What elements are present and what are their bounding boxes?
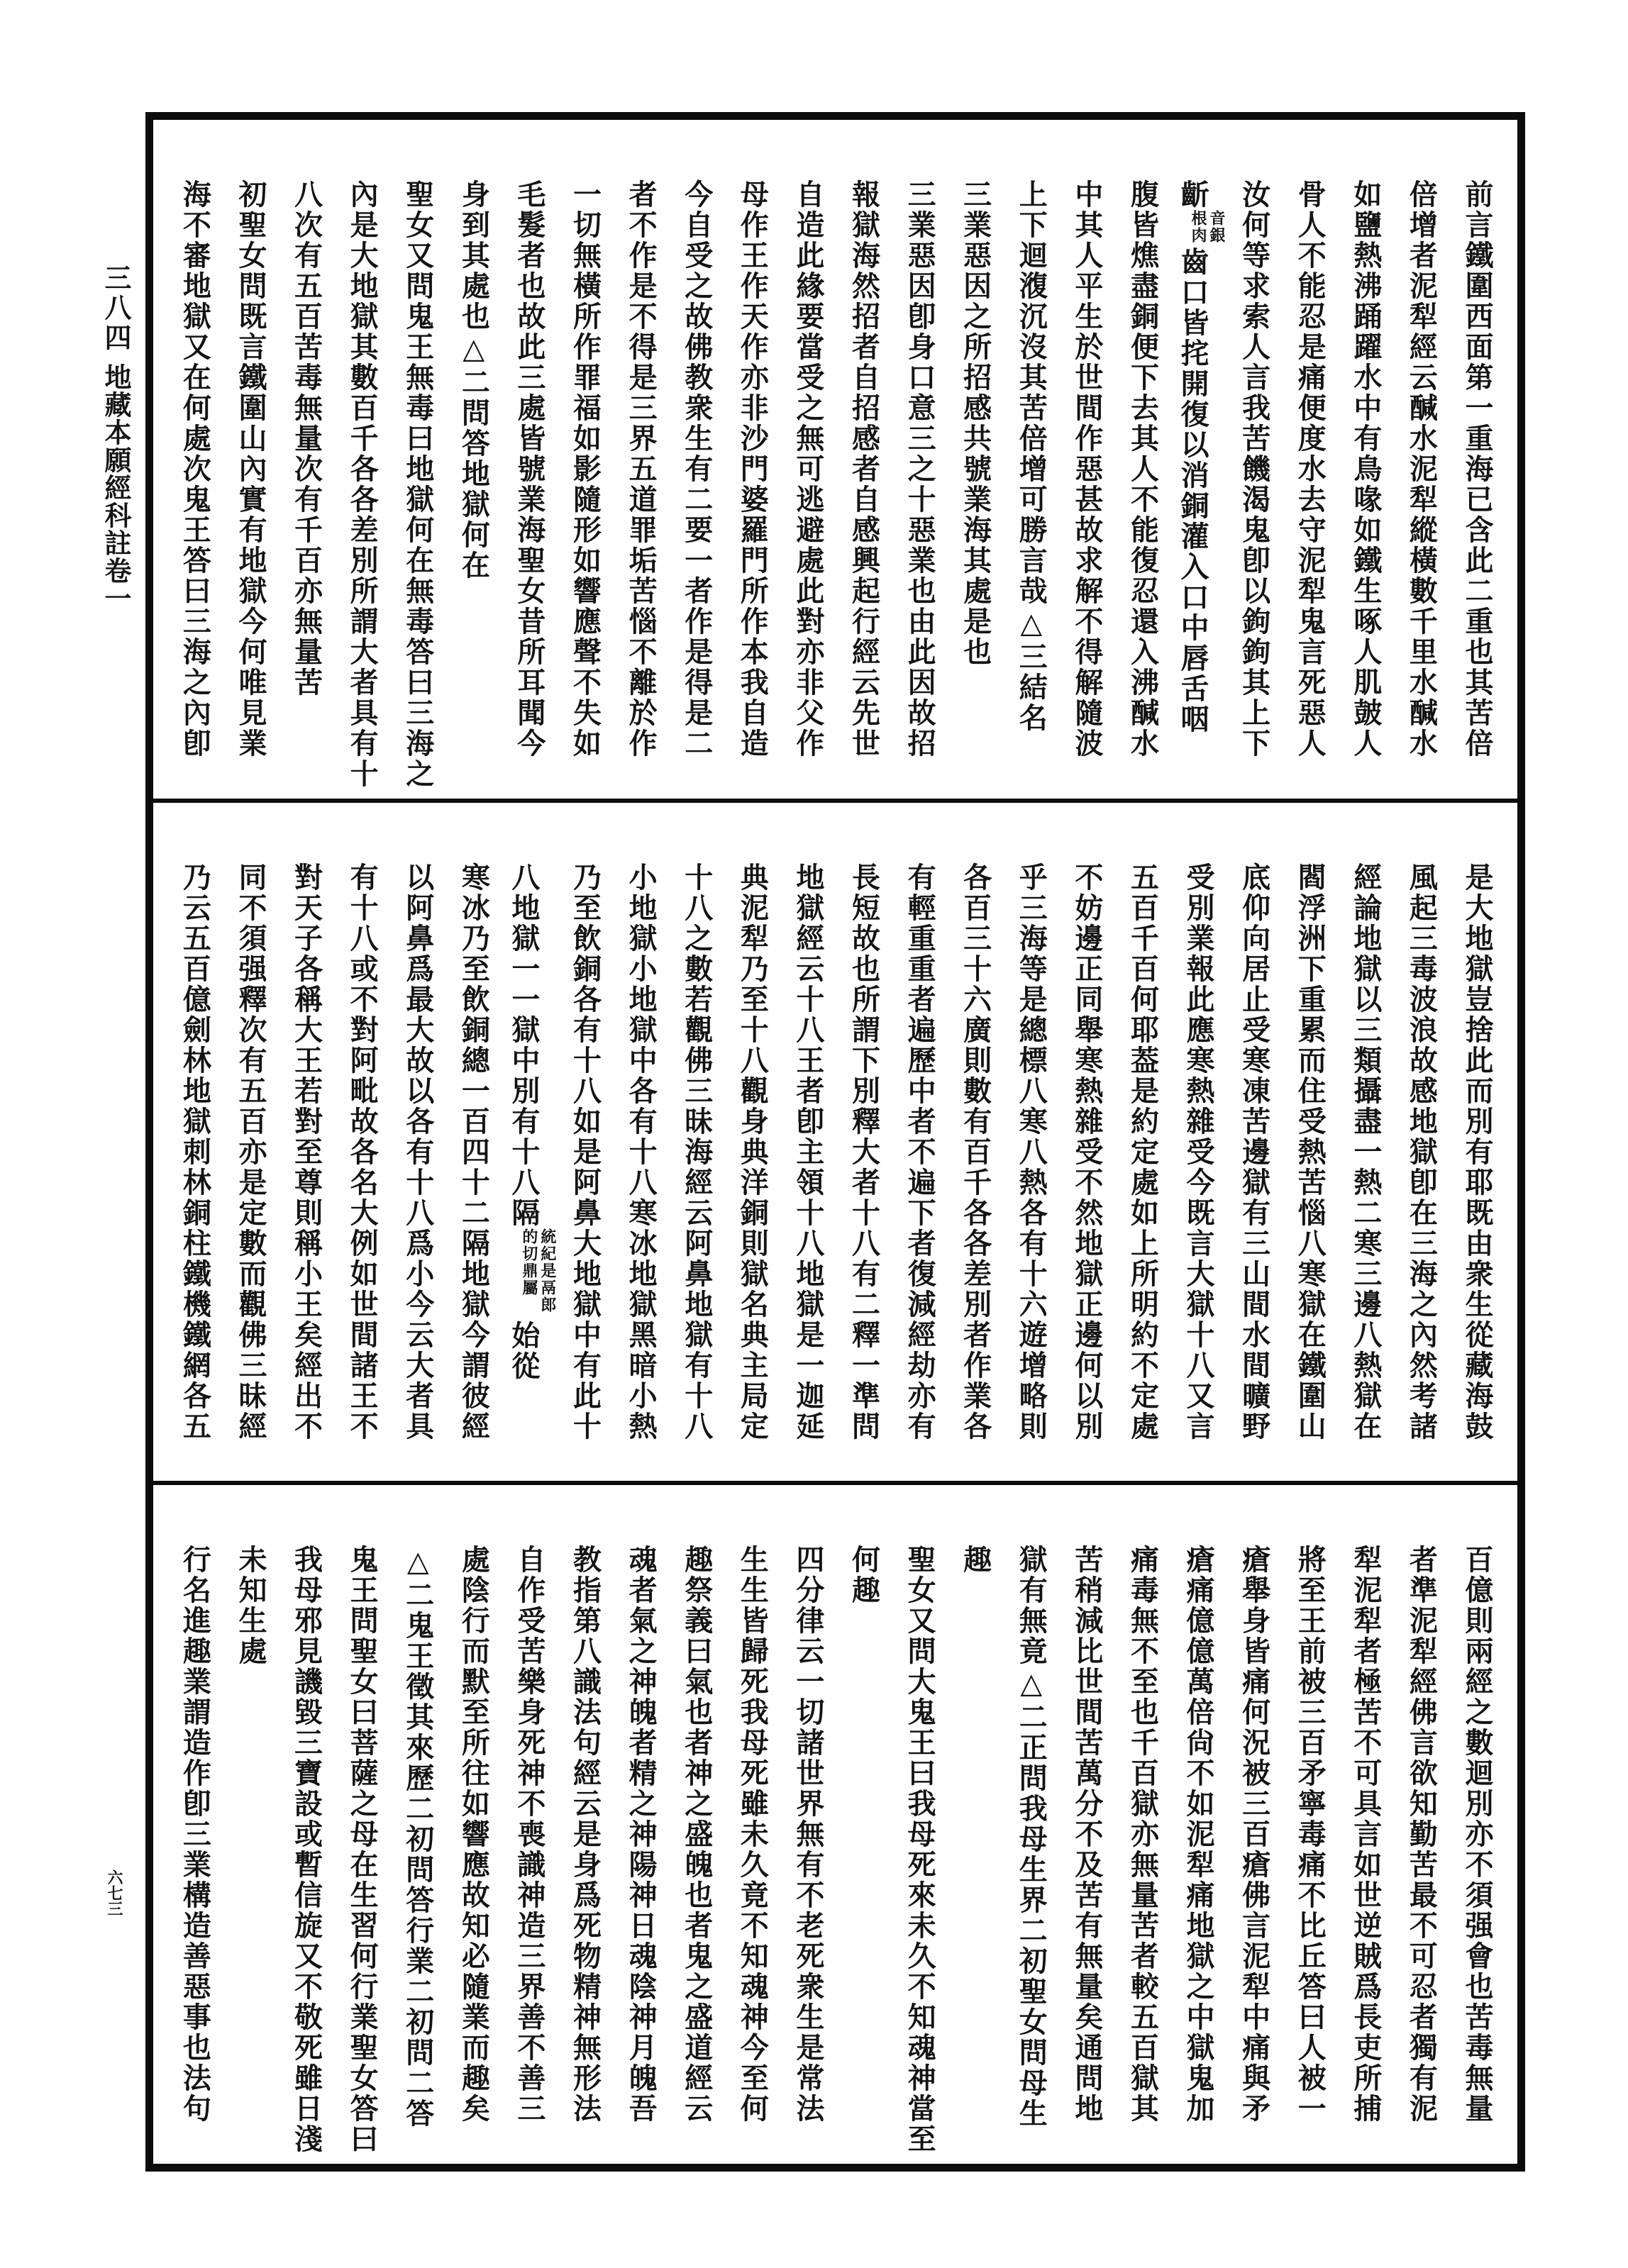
text-column: 各百三十六廣則數有百千各各差別者作業各 xyxy=(958,862,992,1442)
text-column: 是大地獄豈捨此而別有耶既由衆生從藏海鼓 xyxy=(1461,862,1494,1442)
text-column: 受別業報此應寒熱雜受今既言大獄十八又言 xyxy=(1182,862,1216,1442)
text-column: 生生皆歸死我母死雖未久竟不知魂神今至何 xyxy=(736,1545,770,2125)
text-column: 者不作是不得是三界五道罪垢苦惱不離於作 xyxy=(624,179,658,759)
text-column: 行名進趣業謂造作卽三業構造善惡事也法句 xyxy=(178,1545,212,2125)
text-column: 上下迴澓沉沒其苦倍增可勝言哉△三結名 xyxy=(1014,179,1048,733)
text-column: 寒冰乃至飲銅總一百四十二隔地獄今謂彼經 xyxy=(457,862,491,1442)
text-column: 痛毒無不至也千百獄亦無量苦者較五百獄其 xyxy=(1126,1545,1160,2125)
text-column: 魂者氣之神魄者精之神陽神日魂陰神月魄吾 xyxy=(624,1545,658,2125)
text-column: 毛髮者也故此三處皆號業海聖女昔所耳聞今 xyxy=(512,179,546,759)
text-column: 乃云五百億劍林地獄刺林銅柱鐵機鐵網各五 xyxy=(178,862,212,1442)
text-column: 同不須强釋次有五百亦是定數而觀佛三昧經 xyxy=(233,862,267,1442)
text-column: 如鹽熱沸踊躍水中有鳥喙如鐵生啄人肌皷人 xyxy=(1349,179,1383,759)
text-column: 身到其處也△二問答地獄何在 xyxy=(457,179,491,581)
text-column: 骨人不能忍是痛便度水去守泥犁鬼言死惡人 xyxy=(1293,179,1327,759)
text-column: 犁泥犁者極苦不可具言如世逆賊爲長吏所捕 xyxy=(1349,1545,1383,2125)
text-column: 八地獄一一獄中別有十八隔統紀是鬲郎的切鼎屬始從 xyxy=(501,862,557,1477)
text-column: 典泥犁乃至十八觀身典洋銅則獄名典主局定 xyxy=(736,862,770,1442)
text-column: 有十八或不對阿毗故各名大例如世間諸王不 xyxy=(345,862,380,1442)
text-column: 小地獄小地獄中各有十八寒冰地獄黑暗小熱 xyxy=(624,862,658,1442)
margin-page-number: 三八四 xyxy=(100,264,132,353)
text-column: 乎三海等是總標八寒八熱各有十六遊增略則 xyxy=(1014,862,1048,1442)
text-column: 中其人平生於世間作惡甚故求解不得解隨波 xyxy=(1070,179,1104,759)
text-column: 教指第八識法句經云是身爲死物精神無形法 xyxy=(568,1545,602,2125)
text-column: 齗音銀根肉齒口皆挓開復以消銅灌入口中唇舌咽 xyxy=(1170,179,1226,794)
text-column: 者準泥犁經佛言欲知勤苦最不可忍者獨有泥 xyxy=(1405,1545,1439,2125)
text-column: 聖女又問鬼王無毒曰地獄何在無毒答曰三海之 xyxy=(401,179,435,789)
margin-volume-title: 地藏本願經科註卷一 xyxy=(100,363,132,612)
text-column: 瘡痛億億萬倍尙不如泥犁痛地獄之中獄鬼加 xyxy=(1182,1545,1216,2125)
text-column: 十八之數若觀佛三昧海經云阿鼻地獄有十八 xyxy=(680,862,714,1442)
text-band-top xyxy=(153,120,1517,799)
text-column: 鬼王問聖女曰菩薩之母在生習何行業聖女答曰 xyxy=(345,1545,380,2155)
text-column: 閻浮洲下重累而住受熱苦惱八寒獄在鐵圍山 xyxy=(1293,862,1327,1442)
text-column: 乃至飲銅各有十八如是阿鼻大地獄中有此十 xyxy=(568,862,602,1442)
text-column: 未知生處 xyxy=(233,1545,267,1667)
text-column: 自造此緣要當受之無可逃避處此對亦非父作 xyxy=(791,179,825,759)
text-column: 趣 xyxy=(958,1545,992,1576)
text-column: 百億則兩經之數迴別亦不須强會也苦毒無量 xyxy=(1461,1545,1494,2125)
text-frame xyxy=(145,112,1525,2172)
text-column: △二鬼王徵其來歷二初問答行業二初問二答 xyxy=(401,1545,435,2130)
text-column: 將至王前被三百矛寧毒痛不比丘答曰人被一 xyxy=(1293,1545,1327,2125)
text-column: 前言鐵圍西面第一重海已含此二重也其苦倍 xyxy=(1461,179,1494,759)
text-column: 趣祭義曰氣也者神之盛魄也者鬼之盛道經云 xyxy=(680,1545,714,2125)
text-column: 經論地獄以三類攝盡一熱二寒三邊八熱獄在 xyxy=(1349,862,1383,1442)
text-column: 四分律云一切諸世界無有不老死衆生是常法 xyxy=(791,1545,825,2125)
text-band-middle xyxy=(153,803,1517,1482)
text-column: 苦稍減比世間苦萬分不及苦有無量矣通問地 xyxy=(1070,1545,1104,2125)
text-band-bottom xyxy=(153,1485,1517,2164)
text-column: 自作受苦樂身死神不喪識神造三界善不善三 xyxy=(512,1545,546,2125)
interlinear-gloss: 音銀根肉 xyxy=(1189,210,1226,244)
text-column: 八次有五百苦毒無量次有千百亦無量苦 xyxy=(289,179,323,698)
text-column: 三業惡因卽身口意三之十惡業也由此因故招 xyxy=(903,179,937,759)
text-column: 汝何等求索人言我苦饑渴鬼卽以鉤鉤其上下 xyxy=(1237,179,1271,759)
text-column: 處陰行而默至所往如響應故知必隨業而趣矣 xyxy=(457,1545,491,2125)
text-column: 一切無橫所作罪福如影隨形如響應聲不失如 xyxy=(568,179,602,759)
text-column: 聖女又問大鬼王曰我母死來未久不知魂神當至 xyxy=(903,1545,937,2155)
text-column: 以阿鼻爲最大故以各有十八爲小今云大者具 xyxy=(401,862,435,1442)
text-column: 我母邪見譏毀三寶設或暫信旋又不敬死雖日淺 xyxy=(289,1545,323,2155)
text-column: 底仰向居止受寒凍苦邊獄有三山間水間曠野 xyxy=(1237,862,1271,1442)
text-column: 不妨邊正同舉寒熱雜受不然地獄正邊何以別 xyxy=(1070,862,1104,1442)
text-column: 報獄海然招者自招感者自感興起行經云先世 xyxy=(847,179,881,759)
text-column: 初聖女問既言鐵圍山內實有地獄今何唯見業 xyxy=(233,179,267,759)
text-column: 對天子各稱大王若對至尊則稱小王矣經出不 xyxy=(289,862,323,1442)
text-column: 母作王作天作亦非沙門婆羅門所作本我自造 xyxy=(736,179,770,759)
text-column: 海不審地獄又在何處次鬼王答曰三海之內卽 xyxy=(178,179,212,759)
text-column: 倍增者泥犁經云醎水泥犁縱橫數千里水醎水 xyxy=(1405,179,1439,759)
text-column: 三業惡因之所招感共號業海其處是也 xyxy=(958,179,992,667)
text-column: 今自受之故佛教衆生有二要一者作是得是二 xyxy=(680,179,714,759)
text-column: 五百千百何耶葢是約定處如上所明約不定處 xyxy=(1126,862,1160,1442)
text-column: 內是大地獄其數百千各各差別所謂大者具有十 xyxy=(345,179,380,789)
text-column: 獄有無竟△二正問我母生界二初聖女問母生 xyxy=(1014,1545,1048,2130)
text-column: 何趣 xyxy=(847,1545,881,1606)
interlinear-gloss: 統紀是鬲郎的切鼎屬 xyxy=(519,1228,557,1313)
text-column: 瘡舉身皆痛何況被三百瘡佛言泥犁中痛與矛 xyxy=(1237,1545,1271,2125)
text-column: 腹皆燋盡銅便下去其人不能復忍還入沸醎水 xyxy=(1126,179,1160,759)
margin-folio-number: 六七三 xyxy=(105,1869,123,1916)
text-column: 地獄經云十八王者卽主領十八地獄是一迦延 xyxy=(791,862,825,1442)
text-column: 風起三毒波浪故感地獄卽在三海之內然考諸 xyxy=(1405,862,1439,1442)
text-column: 長短故也所謂下別釋大者十八有二釋一準問 xyxy=(847,862,881,1442)
text-column: 有輕重重者遍歷中者不遍下者復減經劫亦有 xyxy=(903,862,937,1442)
